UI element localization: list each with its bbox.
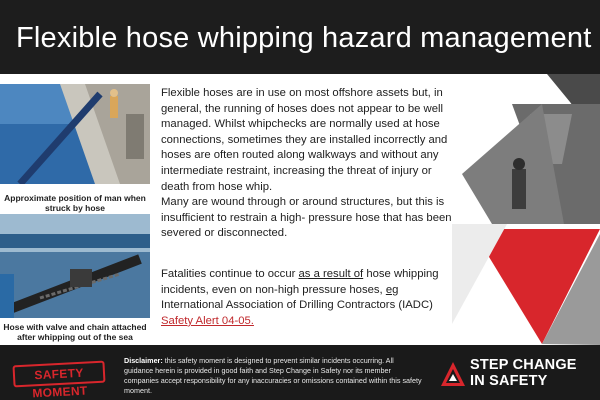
paragraph-3-part-a: Fatalities continue to occur [161, 268, 299, 280]
paragraph-3-part-b: as a result of [298, 268, 364, 280]
step-change-triangle-icon [440, 361, 466, 387]
disclaimer [124, 356, 424, 396]
logo-line-1: STEP CHANGE [470, 357, 577, 373]
step-change-logo-text [470, 357, 577, 389]
title-bar [0, 0, 600, 74]
paragraph-1: Flexible hoses are in use on most offshore assets but, in general, the running of hoses does not appear to be well managed. Whilst whipchecks are normally used at hose connections, sometimes they are installed incorrectly and hoses are often routed along walkways and without any intermediate restraint, increasing the threat of injury or death from hose whip. [161, 87, 448, 193]
step-change-logo [440, 357, 590, 393]
right-photo-strip [452, 74, 600, 345]
safety-alert-link[interactable]: Safety Alert 04-05. [161, 314, 254, 327]
photo1-caption: Approximate position of man when struck by hose [4, 193, 146, 213]
page-title: Flexible hose whipping hazard management [16, 22, 592, 54]
photo-hose-with-valve [0, 214, 150, 318]
photo2-caption: Hose with valve and chain attached after whipping out of the sea [3, 322, 147, 342]
photo-man-struck-by-hose [0, 84, 150, 184]
safety-moment-badge: SAFETY MOMENT [12, 361, 105, 388]
paragraph-2: Many are wound through or around structures, but this is insufficient to restrain a high- pressure hose that has been severed or disconnected. [161, 196, 452, 240]
paragraph-3-part-c: hose whipping incidents, even on non-high pressure hoses, [161, 268, 439, 296]
logo-line-2: IN SAFETY [470, 373, 548, 389]
disclaimer-text: this safety moment is designed to prevent similar incidents occurring. All guidance herein is provided in good faith and Step Change in Safety nor its member companies accept responsibility for any inaccuracies or omissions contained within this safety moment. [124, 356, 422, 395]
paragraph-3-part-e: International Association of Drilling Contractors (IADC) [161, 299, 433, 312]
paragraph-3 [161, 267, 461, 329]
disclaimer-label: Disclaimer: [124, 356, 163, 365]
paragraph-3-part-d: eg [385, 283, 399, 296]
